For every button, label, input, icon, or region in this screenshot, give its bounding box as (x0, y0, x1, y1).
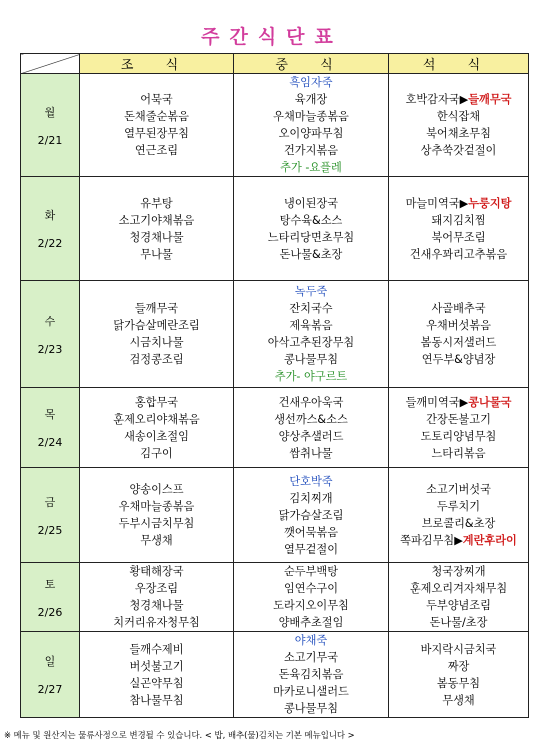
menu-item-text: 우채버섯볶음 (426, 319, 491, 332)
menu-item-text: 어묵국 (140, 93, 173, 106)
day-name: 수 (44, 314, 56, 328)
menu-item-text: 닭가슴살조림 (278, 508, 344, 522)
lunch-cell (234, 563, 389, 632)
menu-item-text: 우장조림 (134, 582, 179, 595)
menu-item (80, 300, 233, 317)
menu-item (80, 580, 233, 597)
menu-item (389, 614, 528, 631)
menu-item (234, 580, 388, 597)
menu-item (80, 658, 233, 675)
menu-item-text: 단호박죽 (289, 474, 333, 488)
day-cell (21, 468, 80, 563)
header-row (21, 54, 529, 74)
breakfast-cell (80, 468, 234, 563)
breakfast-cell (80, 177, 234, 281)
menu-item (80, 91, 233, 108)
menu-item (80, 445, 233, 462)
menu-item-text: 한식잡채 (436, 110, 481, 123)
menu-item-text: 양송이스프 (129, 483, 184, 496)
menu-item-text: 오이양파무침 (278, 127, 344, 140)
menu-item (80, 229, 233, 246)
menu-item-text: 건새우꽈리고추볶음 (409, 247, 508, 261)
menu-item-text: 청국장찌개 (431, 565, 486, 578)
menu-item-text: 사골배추국 (431, 302, 486, 315)
menu-item-text: 양배추초절임 (278, 616, 344, 629)
day-row (21, 177, 529, 281)
menu-item (80, 597, 233, 614)
lunch-cell (234, 281, 389, 388)
menu-item (80, 125, 233, 142)
menu-item (234, 445, 388, 462)
menu-item-text: 닭가슴살메란조림 (113, 319, 200, 332)
menu-item (80, 481, 233, 498)
header-dinner: 석 식 (389, 54, 529, 74)
menu-item (389, 481, 528, 498)
menu-item-text: 무나물 (140, 247, 173, 261)
day-name: 금 (44, 495, 56, 509)
lunch-cell (234, 388, 389, 468)
menu-item (80, 641, 233, 658)
lunch-cell (234, 177, 389, 281)
menu-item-text: 양상추샐러드 (278, 429, 344, 443)
day-cell (21, 177, 80, 281)
menu-item-substitute: 계란후라이 (462, 534, 517, 547)
menu-item (80, 675, 233, 692)
menu-item (389, 675, 528, 692)
footer-note: ※ 메뉴 및 원산지는 물류사정으로 변경될 수 있습니다. < 밥, 배추(물)김치는 기본 메뉴입니다 > (4, 730, 355, 740)
day-date: 2/22 (37, 237, 63, 250)
menu-item-text: 훈제오리겨자채무침 (409, 582, 508, 595)
day-date: 2/24 (37, 436, 63, 449)
menu-item-text: 소고기무국 (283, 651, 339, 664)
menu-item (234, 108, 388, 125)
menu-item-text: 냉이된장국 (283, 196, 339, 210)
menu-item-text: 청경채나물 (129, 230, 184, 244)
menu-item (80, 394, 233, 411)
dinner-cell (389, 632, 529, 718)
dinner-cell (389, 74, 529, 177)
menu-item-text: 쪽파김무침▶ (400, 534, 463, 547)
day-date: 2/27 (37, 683, 63, 696)
menu-item-text: 추가- 야구르트 (274, 370, 348, 383)
menu-item (234, 125, 388, 142)
menu-item-text: 연근조림 (134, 144, 179, 157)
menu-item-text: 북어무조림 (431, 230, 486, 244)
menu-item-text: 버섯불고기 (129, 659, 184, 673)
day-row (21, 74, 529, 177)
menu-item-text: 호박감자국▶ (405, 93, 469, 106)
menu-item-text: 김치찌개 (289, 491, 333, 505)
menu-item-text: 마늘미역국▶ (405, 196, 469, 210)
breakfast-cell (80, 563, 234, 632)
menu-item (234, 368, 388, 385)
menu-item (234, 683, 388, 700)
menu-item (389, 692, 528, 709)
menu-item (389, 394, 528, 411)
menu-item-text: 쌈취나물 (289, 446, 333, 460)
menu-item-text: 짜장 (447, 659, 470, 673)
menu-item (80, 142, 233, 159)
menu-item (389, 317, 528, 334)
menu-item-text: 들깨미역국▶ (405, 395, 469, 409)
menu-item-text: 치커리유자청무침 (113, 616, 200, 629)
breakfast-cell (80, 281, 234, 388)
menu-item (389, 108, 528, 125)
menu-item (80, 692, 233, 709)
menu-item-text: 검정콩조림 (129, 353, 184, 366)
menu-item (234, 246, 388, 263)
menu-item-text: 추가 -요플레 (280, 161, 342, 174)
menu-item-text: 아삭고추된장무침 (267, 336, 355, 349)
menu-item (80, 195, 233, 212)
day-cell (21, 281, 80, 388)
menu-item (389, 229, 528, 246)
dinner-cell (389, 468, 529, 563)
menu-item-text: 우채마늘종볶음 (273, 110, 349, 123)
day-name: 일 (44, 655, 56, 668)
menu-item-text: 간장돈불고기 (426, 412, 491, 426)
day-date: 2/26 (37, 605, 63, 619)
menu-item-text: 두루치기 (436, 500, 481, 513)
menu-item (389, 212, 528, 229)
menu-item-text: 참나물무침 (129, 693, 184, 707)
menu-item (80, 108, 233, 125)
day-date: 2/25 (37, 523, 63, 537)
dinner-cell (389, 563, 529, 632)
menu-item-text: 소고기야채볶음 (118, 213, 195, 227)
menu-item (389, 411, 528, 428)
menu-item (389, 641, 528, 658)
menu-item (389, 498, 528, 515)
menu-item-text: 봄동시저샐러드 (420, 336, 497, 349)
menu-item-text: 들깨무국 (134, 302, 179, 315)
menu-item (389, 334, 528, 351)
menu-item-text: 청경채나물 (129, 599, 184, 612)
day-cell (21, 632, 80, 718)
menu-item (234, 91, 388, 108)
menu-item-text: 두부양념조림 (426, 599, 491, 612)
menu-item-text: 김구이 (140, 446, 173, 460)
menu-item (234, 473, 388, 490)
menu-item-text: 녹두죽 (294, 285, 328, 298)
menu-item-text: 잔치국수 (289, 302, 333, 315)
menu-item-text: 콩나물무침 (283, 353, 339, 366)
day-name: 토 (44, 577, 56, 591)
breakfast-cell (80, 632, 234, 718)
menu-item (234, 229, 388, 246)
page-title: 주간식단표 (201, 26, 343, 48)
menu-item (80, 563, 233, 580)
menu-item (80, 246, 233, 263)
menu-item-text: 육개장 (294, 93, 328, 106)
menu-item (80, 614, 233, 631)
menu-item (234, 159, 388, 176)
menu-item (80, 428, 233, 445)
menu-item-text: 마카로니샐러드 (273, 685, 349, 698)
menu-item-text: 실곤약무침 (129, 676, 184, 690)
menu-item-text: 흑임자죽 (289, 76, 333, 89)
menu-item (234, 524, 388, 541)
menu-item-text: 제육볶음 (289, 319, 333, 332)
menu-item-text: 돈나물/초장 (429, 616, 488, 629)
menu-item (389, 515, 528, 532)
menu-item-text: 연두부&양념장 (421, 353, 496, 366)
menu-item-text: 임연수구이 (283, 582, 339, 595)
menu-item-text: 열무된장무침 (124, 127, 189, 140)
menu-item-text: 들깨수제비 (129, 642, 184, 656)
menu-item (234, 428, 388, 445)
menu-item (234, 541, 388, 558)
menu-item-text: 돈채줄순볶음 (124, 110, 189, 123)
day-date: 2/23 (37, 342, 63, 356)
menu-item-text: 무생채 (442, 693, 475, 707)
menu-item-text: 바지락시금치국 (420, 642, 497, 656)
menu-item-text: 깻어묵볶음 (283, 525, 339, 539)
menu-item (389, 597, 528, 614)
menu-item-text: 도토리양념무침 (420, 429, 497, 443)
corner-diagonal-cell (21, 54, 80, 74)
menu-item (234, 351, 388, 368)
menu-item (234, 563, 388, 580)
menu-item (389, 246, 528, 263)
menu-item (389, 351, 528, 368)
menu-item-text: 상추쑥갓겉절이 (420, 144, 497, 157)
day-row (21, 563, 529, 632)
menu-item (234, 507, 388, 524)
header-breakfast: 조 식 (80, 54, 234, 74)
menu-item-substitute: 누룽지탕 (468, 196, 512, 210)
menu-item (389, 91, 528, 108)
menu-item-text: 북어채초무침 (426, 127, 491, 140)
menu-item (389, 658, 528, 675)
menu-item-text: 황태해장국 (129, 565, 184, 578)
menu-item (80, 334, 233, 351)
menu-item-text: 돼지김치찜 (431, 213, 486, 227)
menu-item-text: 두부시금치무침 (118, 517, 195, 530)
day-name: 화 (44, 209, 56, 222)
menu-item-substitute: 콩나물국 (468, 395, 512, 409)
dinner-cell (389, 388, 529, 468)
menu-item (80, 212, 233, 229)
menu-item (389, 300, 528, 317)
menu-item-text: 홍합무국 (134, 395, 179, 409)
menu-item-text: 건가지볶음 (283, 144, 339, 157)
menu-item (389, 445, 528, 462)
menu-item-text: 건새우아욱국 (278, 395, 344, 409)
menu-item (234, 597, 388, 614)
dinner-cell (389, 177, 529, 281)
day-cell (21, 388, 80, 468)
day-row (21, 632, 529, 718)
menu-item (234, 666, 388, 683)
menu-item-text: 느타리당면초무침 (267, 230, 355, 244)
menu-item-text: 무생채 (140, 534, 173, 547)
menu-item (234, 300, 388, 317)
menu-item-text: 봄동무침 (436, 676, 481, 690)
menu-item-text: 유부탕 (140, 196, 173, 210)
day-cell (21, 74, 80, 177)
menu-item (80, 498, 233, 515)
menu-item (389, 428, 528, 445)
menu-item-text: 우채마늘종볶음 (118, 500, 195, 513)
lunch-cell (234, 632, 389, 718)
menu-item-text: 열무겉절이 (283, 542, 339, 556)
day-name: 목 (44, 408, 56, 421)
menu-item (389, 563, 528, 580)
menu-item-text: 돈나물&초장 (279, 247, 343, 261)
menu-item-text: 도라지오이무침 (273, 599, 349, 612)
lunch-cell (234, 468, 389, 563)
menu-item (389, 142, 528, 159)
header-lunch: 중 식 (234, 54, 389, 74)
menu-item (80, 515, 233, 532)
menu-item (80, 317, 233, 334)
menu-item-text: 콩나물무침 (283, 702, 339, 715)
menu-item (234, 700, 388, 717)
menu-item-text: 탕수육&소스 (279, 213, 343, 227)
menu-item-text: 브로콜리&초장 (421, 517, 496, 530)
menu-item (234, 212, 388, 229)
menu-item (389, 195, 528, 212)
menu-item (234, 632, 388, 649)
menu-item (234, 142, 388, 159)
menu-item (234, 74, 388, 91)
menu-item (234, 411, 388, 428)
menu-item-text: 소고기버섯국 (426, 483, 491, 496)
menu-item (389, 125, 528, 142)
breakfast-cell (80, 74, 234, 177)
day-row (21, 388, 529, 468)
day-row (21, 468, 529, 563)
menu-item (234, 334, 388, 351)
weekly-menu-table (20, 53, 529, 718)
breakfast-cell (80, 388, 234, 468)
day-name: 월 (44, 105, 56, 119)
menu-item (234, 195, 388, 212)
menu-item (234, 394, 388, 411)
menu-item (234, 317, 388, 334)
menu-item-text: 야채죽 (294, 634, 328, 647)
menu-item-substitute: 들깨무국 (468, 93, 512, 106)
menu-item-text: 생선까스&소스 (274, 412, 348, 426)
menu-item-text: 시금치나물 (129, 336, 184, 349)
menu-item-text: 새송이초절임 (124, 429, 189, 443)
day-date: 2/21 (37, 133, 63, 147)
menu-item-text: 순두부백탕 (283, 565, 339, 578)
menu-item (234, 614, 388, 631)
menu-item (389, 580, 528, 597)
dinner-cell (389, 281, 529, 388)
menu-item-text: 느타리볶음 (431, 446, 486, 460)
menu-item (234, 649, 388, 666)
day-row (21, 281, 529, 388)
menu-item-text: 돈육김치볶음 (278, 668, 344, 681)
menu-item (80, 351, 233, 368)
menu-item (80, 532, 233, 549)
day-cell (21, 563, 80, 632)
menu-item (234, 490, 388, 507)
menu-item (80, 411, 233, 428)
menu-item (389, 532, 528, 549)
menu-item (234, 283, 388, 300)
menu-body (21, 74, 529, 718)
menu-item-text: 훈제오리야채볶음 (113, 412, 200, 426)
lunch-cell (234, 74, 389, 177)
